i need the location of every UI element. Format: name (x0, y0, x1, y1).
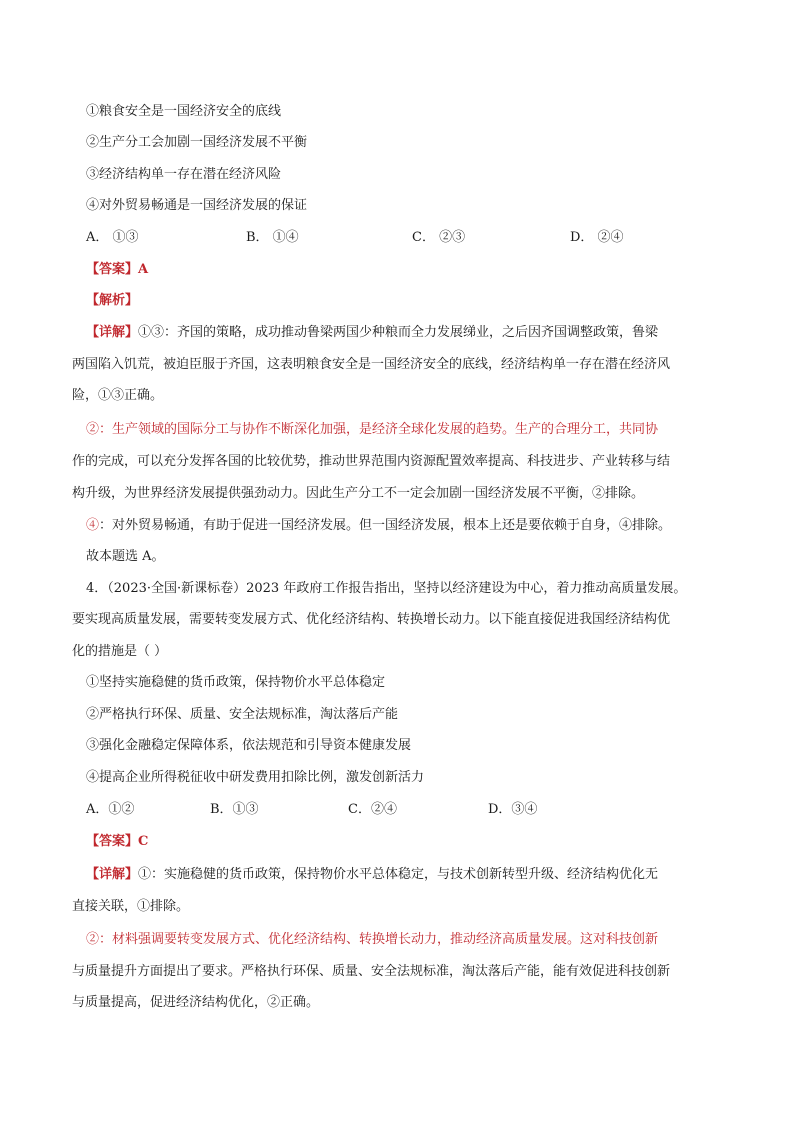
q3-options (86, 228, 624, 248)
q4-statement-1: ①坚持实施稳健的货币政策，保持物价水平总体稳定 (86, 675, 386, 690)
q4-detail-1-line-1 (86, 865, 658, 885)
answer-tag: 【答案】 (86, 834, 139, 849)
q3-detail-2-line-1: ②：生产领域的国际分工与协作不断深化加强，是经济全球化发展的趋势。生产的合理分工，共同协 (86, 422, 659, 437)
q4-option-d: D．③④ (488, 802, 538, 817)
q3-statement-4: ④对外贸易畅通是一国经济发展的保证 (86, 198, 308, 213)
q4-detail-2-line-1: ②：材料强调要转变发展方式、优化经济结构、转换增长动力，推动经济高质量发展。这对科技创新 (86, 932, 659, 947)
q4-options (86, 800, 537, 820)
q3-detail-2-line-2: 作的完成，可以充分发挥各国的比较优势，推动世界范围内资源配置效率提高、科技进步、产业转移与结 (72, 454, 671, 469)
q3-detail-1-line-2: 两国陷入饥荒，被迫臣服于齐国，这表明粮食安全是一国经济安全的底线，经济结构单一存在潜在经济风 (72, 357, 671, 372)
analysis-tag: 【解析】 (86, 293, 139, 308)
q4-answer (86, 832, 148, 852)
q3-statement-2: ②生产分工会加剧一国经济发展不平衡 (86, 135, 308, 150)
answer-tag: 【答案】 (86, 262, 139, 277)
q4-option-b: B．①③ (210, 802, 259, 817)
detail-tag: 【详解】 (86, 325, 139, 340)
detail-text: ①：实施稳健的货币政策，保持物价水平总体稳定，与技术创新转型升级、经济结构优化无 (138, 867, 659, 882)
q3-statement-3: ③经济结构单一存在潜在经济风险 (86, 167, 282, 182)
q3-analysis-tag (86, 291, 138, 311)
q4-statement-3: ③强化金融稳定保障体系，依法规范和引导资本健康发展 (86, 738, 412, 753)
detail-text: ①③：齐国的策略，成功推动鲁梁两国少种粮而全力发展绨业，之后因齐国调整政策，鲁梁 (138, 325, 659, 340)
q3-answer (86, 260, 148, 280)
q3-detail-1-line-1 (86, 323, 658, 343)
q3-option-d: D． ②④ (570, 230, 624, 245)
q3-option-a: A． ①③ (86, 230, 139, 245)
q4-statement-4: ④提高企业所得税征收中研发费用扣除比例，激发创新活力 (86, 770, 425, 785)
detail-3-marker: ④ (86, 518, 100, 533)
detail-tag: 【详解】 (86, 867, 139, 882)
q3-detail-1-line-3: 险，①③正确。 (72, 388, 164, 403)
q4-detail-2-line-2: 与质量提升方面提出了要求。严格执行环保、质量、安全法规标准，淘汰落后产能，能有效促进科技创新 (72, 964, 671, 979)
q3-conclusion: 故本题选 A。 (86, 549, 165, 564)
q4-statement-2: ②严格执行环保、质量、安全法规标准，淘汰落后产能 (86, 707, 399, 722)
detail-3-text: ：对外贸易畅通，有助于促进一国经济发展。但一国经济发展，根本上还是要依赖于自身，④排除。 (99, 518, 672, 533)
q4-stem-line-2: 要实现高质量发展，需要转变发展方式、优化经济结构、转换增长动力。以下能直接促进我国经济结构优 (72, 612, 671, 627)
answer-value: A (138, 262, 149, 277)
q3-detail-2-line-3: 构升级，为世界经济发展提供强劲动力。因此生产分工不一定会加剧一国经济发展不平衡，②排除。 (72, 486, 645, 501)
q3-option-b: B． ①④ (246, 230, 299, 245)
answer-value: C (138, 834, 149, 849)
q4-option-c: C．②④ (348, 802, 397, 817)
q4-detail-2-line-3: 与质量提高，促进经济结构优化，②正确。 (72, 995, 320, 1010)
q4-option-a: A．①② (86, 802, 135, 817)
q3-statement-1: ①粮食安全是一国经济安全的底线 (86, 104, 282, 119)
q4-stem-line-1: 4．（2023·全国·新课标卷）2023 年政府工作报告指出，坚持以经济建设为中心，着力推动高质量发展。 (86, 581, 687, 596)
q3-option-c: C． ②③ (412, 230, 466, 245)
q4-stem-line-3: 化的措施是（ ） (72, 644, 168, 659)
q4-detail-1-line-2: 直接关联，①排除。 (72, 899, 190, 914)
q3-detail-3 (86, 516, 671, 536)
